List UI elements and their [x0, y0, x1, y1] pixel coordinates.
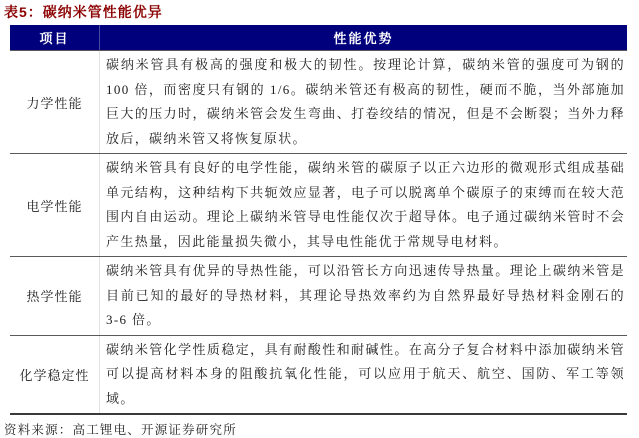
performance-table: [10, 25, 627, 415]
table-header-row: [10, 25, 627, 50]
row-text: 碳纳米管化学性质稳定，具有耐酸性和耐碱性。在高分子复合材料中添加碳纳米管可以提高材料本身的阻酸抗氧化性能，可以应用于航天、航空、国防、军工等领域。: [106, 341, 625, 406]
table-row-chemical-stability: [10, 335, 627, 414]
row-text: 碳纳米管具有优异的导热性能，可以沿管长方向迅速传导热量。理论上碳纳米管是目前已知的最好的导热材料，其理论导热效率约为自然界最好导热材料金刚石的 3-6 倍。: [106, 263, 625, 327]
table-title: 表5：碳纳米管性能优异: [4, 4, 163, 20]
row-text: 碳纳米管具有极高的强度和极大的韧性。按理论计算，碳纳米管的强度可为钢的 100 倍，而密度只有钢的 1/6。碳纳米管还有极高的韧性，硬而不脆，当外部施加巨大的压力时，碳纳米管会发生弯曲、打卷绞结的情况，但是不会断裂；当外力释放后，碳纳米管又将恢复原状。: [106, 57, 625, 146]
row-label: 电学性能: [10, 154, 100, 256]
row-text: 碳纳米管具有良好的电学性能，碳纳米管的碳原子以正六边形的微观形式组成基础单元结构，这种结构下共轭效应显著，电子可以脱离单个碳原子的束缚而在较大范围内自由运动。理论上碳纳米管导电性能仅次于超导体。电子通过碳纳米管时不会产生热量，因此能量损失微小，其导电性能优于常规导电材料。: [106, 160, 625, 249]
table-row-electrical: [10, 153, 627, 256]
column-header-advantage: 性能优势: [333, 31, 394, 46]
row-label: 化学稳定性: [10, 336, 100, 414]
source-note: 资料来源：高工锂电、开源证券研究所: [4, 423, 237, 437]
column-header-item: 项目: [10, 25, 100, 50]
row-label: 力学性能: [10, 51, 100, 153]
table-row-thermal: [10, 256, 627, 335]
table-row-mechanical: [10, 50, 627, 153]
row-label: 热学性能: [10, 257, 100, 335]
